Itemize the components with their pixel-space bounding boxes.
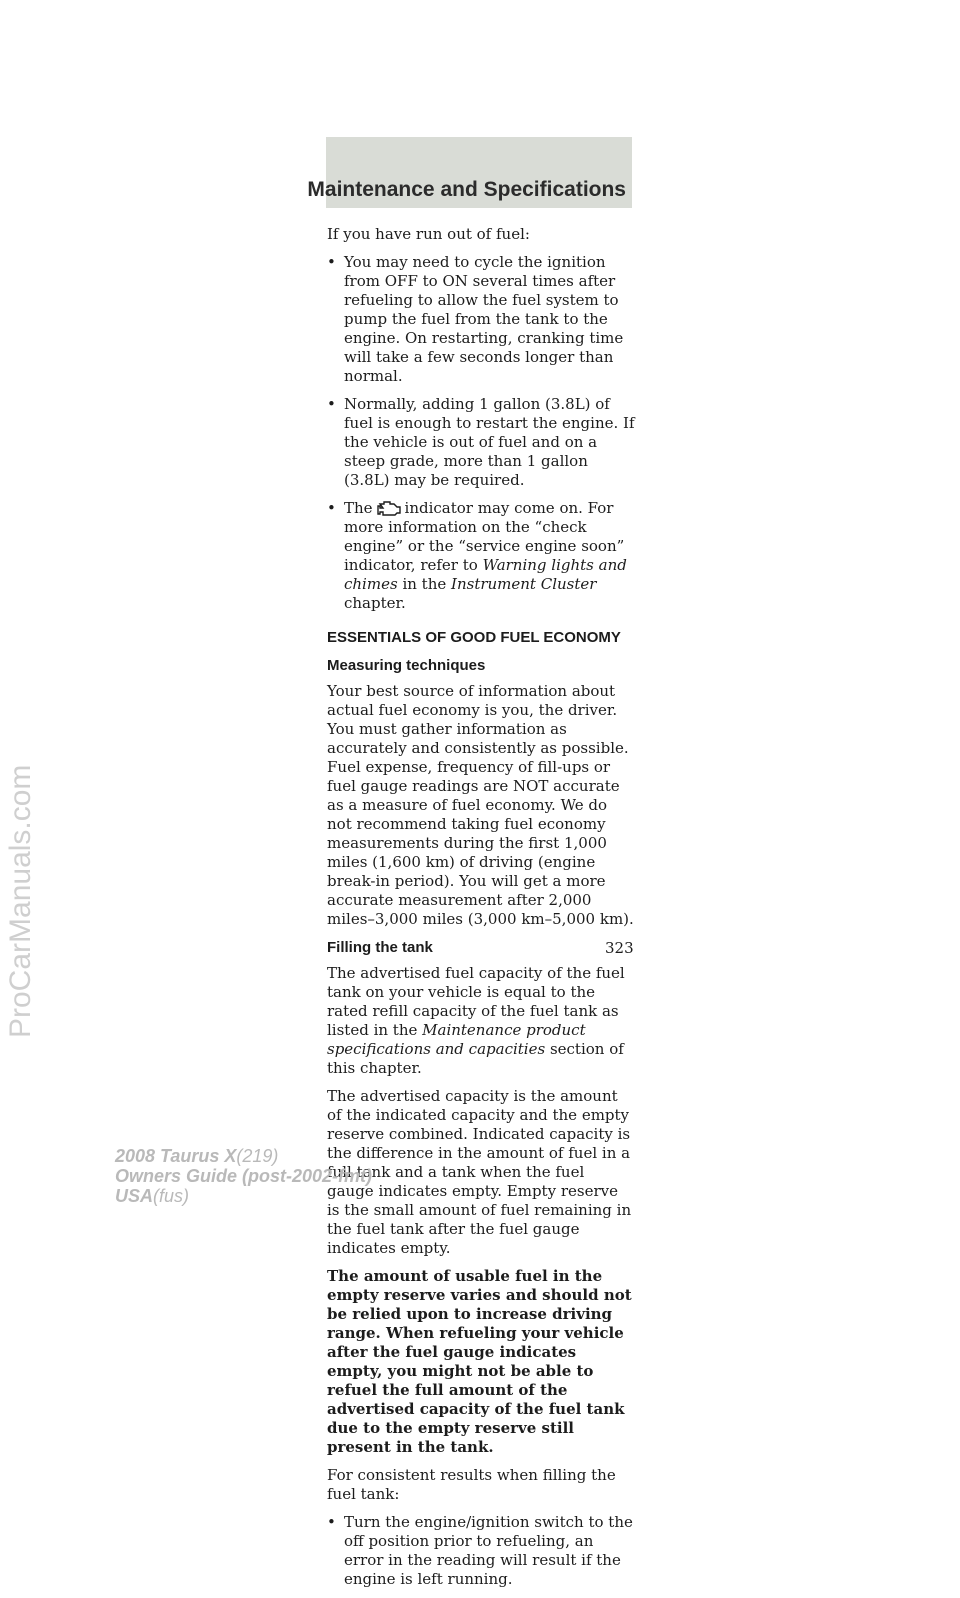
footer-guide: Owners Guide (post-2002-fmt)	[115, 1166, 373, 1186]
document-footer	[115, 1146, 372, 1206]
list-item	[327, 253, 635, 386]
page-content	[327, 225, 635, 1598]
bullet-dot: •	[327, 253, 336, 271]
indicator-end: chapter.	[344, 594, 406, 612]
empty-reserve-warning: The amount of usable fuel in the empty reserve varies and should not be relied upon to increase driving range. When refueling your vehicle after the fuel gauge indicates empty, you might not be able to refuel the full amount of the advertised capacity of the fuel tank due to the empty reserve still present in the tank.	[327, 1267, 632, 1456]
filling-paragraph-1	[327, 964, 635, 1078]
list-item	[327, 395, 635, 490]
list-item-text: You may need to cycle the ignition from OFF to ON several times after refueling to allow the fuel system to pump the fuel from the tank to the engine. On restarting, cranking time will take a few seconds longer than normal.	[344, 253, 624, 385]
check-engine-icon	[375, 499, 403, 516]
subheading-measuring: Measuring techniques	[327, 657, 486, 674]
subheading-filling: Filling the tank	[327, 939, 433, 956]
list-item-indicator	[327, 499, 635, 613]
filling-paragraph-2: The advertised capacity is the amount of the indicated capacity and the empty reserve combined. Indicated capacity is the difference in the amount of fuel in a full tank and a tank when the fuel gauge indicates empty. Empty reserve is the small amount of fuel remaining in the fuel tank after the fuel gauge indicates empty.	[327, 1087, 632, 1257]
filling-p1-pre: The advertised fuel capacity of the fuel tank on your vehicle is equal to the rated refill capacity of the fuel tank as listed in the	[327, 964, 625, 1039]
measuring-body: Your best source of information about actual fuel economy is you, the driver. You must gather information as accurately and consistently as possible. Fuel expense, frequency of fill-ups or fuel gauge readings are NOT accurate as a measure of fuel economy. We do not recommend taking fuel economy measurements during the first 1,000 miles (1,600 km) of driving (engine break-in period). You will get a more accurate measurement after 2,000 miles–3,000 miles (3,000 km–5,000 km).	[327, 682, 634, 928]
ref-maintenance-specs: Maintenance product specifications and capacities	[327, 1021, 586, 1058]
ref-warning-lights: Warning lights and chimes	[344, 556, 627, 593]
footer-model-code: (219)	[236, 1146, 279, 1166]
filling-paragraph-3: For consistent results when filling the fuel tank:	[327, 1466, 616, 1503]
intro-text: If you have run out of fuel:	[327, 225, 530, 243]
indicator-mid: in the	[402, 575, 447, 593]
indicator-post: indicator may come on. For more information on the “check engine” or the “service engine soon” indicator, refer to	[344, 499, 625, 574]
ref-instrument-cluster: Instrument Cluster	[451, 575, 597, 593]
footer-model: 2008 Taurus X	[115, 1146, 237, 1166]
bullet-dot: •	[327, 499, 336, 517]
list-item-text: Normally, adding 1 gallon (3.8L) of fuel is enough to restart the engine. If the vehicle is out of fuel and on a steep grade, more than 1 gallon (3.8L) may be required.	[344, 395, 635, 489]
page-number: 323	[605, 939, 634, 957]
watermark: ProCarManuals.com	[4, 764, 37, 1038]
indicator-pre: The	[344, 499, 373, 517]
section-heading: ESSENTIALS OF GOOD FUEL ECONOMY	[327, 629, 621, 646]
bullet-dot: •	[327, 1513, 336, 1531]
page-section-title: Maintenance and Specifications	[307, 178, 626, 201]
list-item-text: Turn the engine/ignition switch to the off position prior to refueling, an error in the reading will result if the engine is left running.	[344, 1513, 633, 1588]
bullet-dot: •	[327, 395, 336, 413]
list-item	[327, 1513, 635, 1589]
header-band	[307, 137, 632, 208]
filling-p1-post: section of this chapter.	[327, 1040, 624, 1077]
footer-market-code: (fus)	[153, 1186, 190, 1206]
footer-market: USA	[115, 1186, 154, 1206]
